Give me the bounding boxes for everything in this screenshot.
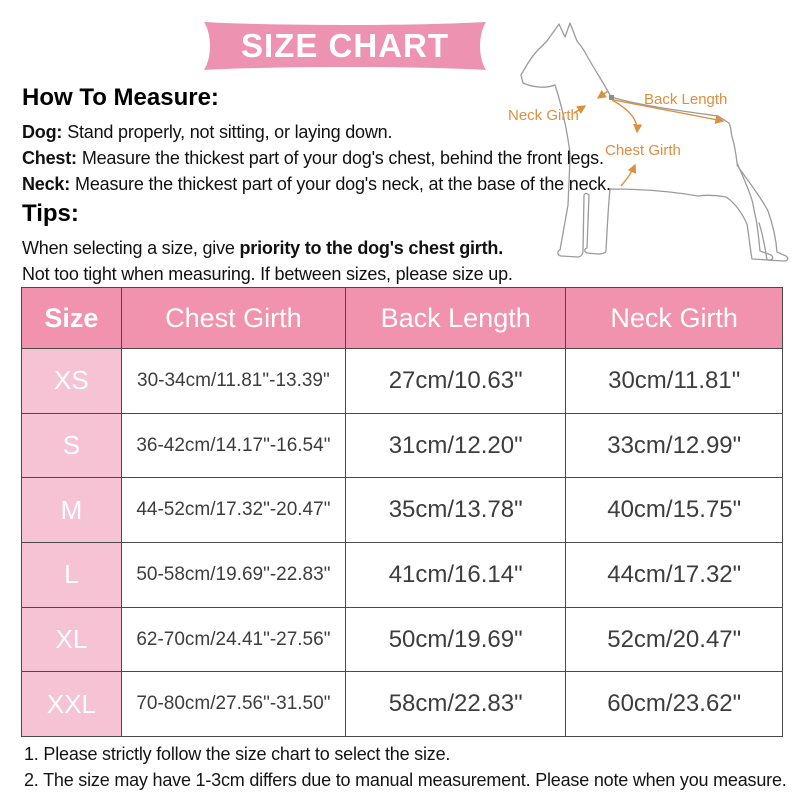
tips-section <box>22 200 513 287</box>
chest-cell: 30-34cm/11.81"-13.39" <box>121 349 345 413</box>
neck-girth-label: Neck Girth <box>508 107 579 124</box>
measure-label-neck: Neck: <box>22 174 71 194</box>
measure-text-neck: Measure the thickest part of your dog's neck, at the base of the neck. <box>75 174 611 194</box>
measure-label-dog: Dog: <box>22 122 63 142</box>
table-header-row <box>22 288 782 348</box>
measure-label-chest: Chest: <box>22 148 77 168</box>
size-cell: M <box>22 478 121 542</box>
back-cell: 50cm/19.69" <box>345 608 565 672</box>
table-row-m <box>22 477 782 542</box>
chest-cell: 62-70cm/24.41"-27.56" <box>121 608 345 672</box>
back-cell: 27cm/10.63" <box>345 349 565 413</box>
neck-cell: 33cm/12.99" <box>565 414 782 478</box>
table-row-xs <box>22 348 782 413</box>
neck-cell: 60cm/23.62" <box>565 672 782 736</box>
measure-line-dog <box>22 119 611 145</box>
tips-line1-bold: priority to the dog's chest girth. <box>239 238 504 258</box>
chest-cell: 44-52cm/17.32"-20.47" <box>121 478 345 542</box>
tips-line-1 <box>22 235 513 261</box>
neck-cell: 44cm/17.32" <box>565 543 782 607</box>
back-cell: 58cm/22.83" <box>345 672 565 736</box>
header-size: Size <box>44 302 99 333</box>
size-chart-banner <box>195 15 495 77</box>
neck-cell: 30cm/11.81" <box>565 349 782 413</box>
header-back-length: Back Length <box>345 288 565 348</box>
size-table <box>21 287 783 737</box>
tips-line1-normal: When selecting a size, give <box>22 238 240 258</box>
chest-cell: 50-58cm/19.69"-22.83" <box>121 543 345 607</box>
tips-line-2: Not too tight when measuring. If between sizes, please size up. <box>22 264 513 284</box>
table-row-l <box>22 542 782 607</box>
back-cell: 35cm/13.78" <box>345 478 565 542</box>
table-row-xl <box>22 607 782 672</box>
header-neck-girth: Neck Girth <box>565 288 782 348</box>
measure-line-chest <box>22 145 611 171</box>
measure-text-chest: Measure the thickest part of your dog's chest, behind the front legs. <box>81 148 604 168</box>
neck-cell: 40cm/15.75" <box>565 478 782 542</box>
chest-girth-label: Chest Girth <box>605 142 681 159</box>
neck-cell: 52cm/20.47" <box>565 608 782 672</box>
header-chest-girth: Chest Girth <box>121 288 345 348</box>
how-to-measure-section <box>22 84 611 197</box>
size-cell: XS <box>22 349 121 413</box>
back-cell: 31cm/12.20" <box>345 414 565 478</box>
table-row-xxl <box>22 671 782 736</box>
chest-girth-arrow-bottom <box>621 165 635 186</box>
measure-line-neck <box>22 171 611 197</box>
note-1: 1. Please strictly follow the size chart to select the size. <box>24 744 451 764</box>
chest-cell: 70-80cm/27.56"-31.50" <box>121 672 345 736</box>
tips-heading: Tips: <box>22 200 79 227</box>
size-cell: XL <box>22 608 121 672</box>
note-2: 2. The size may have 1-3cm differs due to manual measurement. Please note when you measure. <box>24 770 787 790</box>
size-cell: L <box>22 543 121 607</box>
chest-girth-arrow-top <box>612 100 637 132</box>
back-length-label: Back Length <box>644 91 728 108</box>
notes-section <box>24 741 787 793</box>
measure-text-dog: Stand properly, not sitting, or laying down. <box>67 122 393 142</box>
size-cell: XXL <box>22 672 121 736</box>
size-cell: S <box>22 414 121 478</box>
page-title: SIZE CHART <box>241 27 449 64</box>
back-cell: 41cm/16.14" <box>345 543 565 607</box>
table-row-s <box>22 413 782 478</box>
how-to-measure-heading: How To Measure: <box>22 84 219 111</box>
chest-cell: 36-42cm/14.17"-16.54" <box>121 414 345 478</box>
